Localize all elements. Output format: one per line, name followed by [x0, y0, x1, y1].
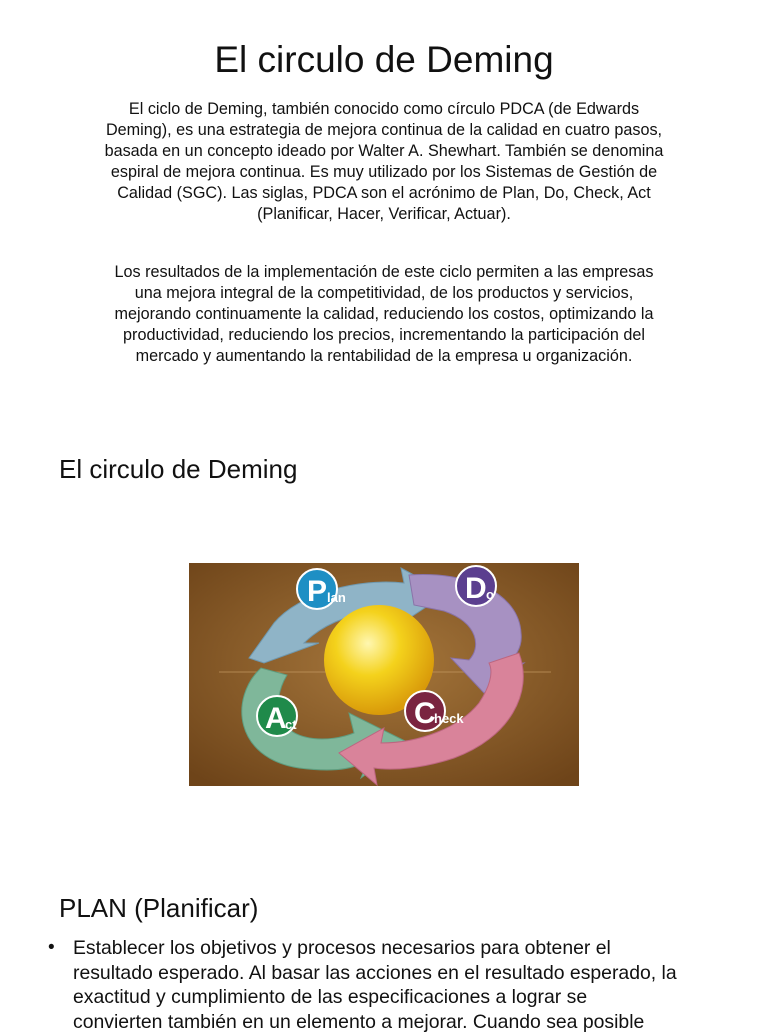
bullet-line: convierten también en un elemento a mejorar. Cuando sea posible	[73, 1010, 708, 1034]
do-initial: D	[465, 572, 487, 605]
act-rest: ct	[285, 717, 297, 732]
results-paragraph: Los resultados de la implementación de este ciclo permiten a las empresas una mejora integral de la competitividad, de los productos y servicios, mejorando continuamente la calidad, reduciendo los costos, optimizando la productividad, reduciendo los precios, incrementando la participación del mercado y aumentando la rentabilidad de la empresa u organización.	[100, 262, 668, 367]
do-rest: o	[486, 587, 494, 602]
act-initial: A	[265, 702, 287, 735]
pdca-diagram	[189, 563, 579, 786]
bullet-line: resultado esperado. Al basar las acciones en el resultado esperado, la	[73, 961, 708, 986]
check-rest: heck	[434, 711, 464, 726]
plan-initial: P	[307, 575, 327, 608]
plan-heading: PLAN (Planificar)	[59, 891, 258, 925]
check-initial: C	[414, 697, 436, 730]
bullet-line: Establecer los objetivos y procesos necesarios para obtener el	[73, 936, 708, 961]
intro-paragraph: El ciclo de Deming, también conocido como círculo PDCA (de Edwards Deming), es una estrategia de mejora continua de la calidad en cuatro pasos, basada en un concepto ideado por Walter A. Shewhart. También se denomina espiral de mejora continua. Es muy utilizado por los Sistemas de Gestión de Calidad (SGC). Las siglas, PDCA son el acrónimo de Plan, Do, Check, Act (Planificar, Hacer, Verificar, Actuar).	[100, 99, 668, 225]
plan-bullet-list	[48, 936, 708, 1034]
page-title: El circulo de Deming	[0, 36, 768, 84]
bullet-line: exactitud y cumplimiento de las especificaciones a lograr se	[73, 985, 708, 1010]
bullet-icon: •	[48, 936, 55, 961]
plan-rest: lan	[327, 590, 346, 605]
section-heading: El circulo de Deming	[59, 452, 297, 486]
list-item	[48, 936, 708, 1034]
pdca-cycle-figure	[189, 563, 579, 786]
